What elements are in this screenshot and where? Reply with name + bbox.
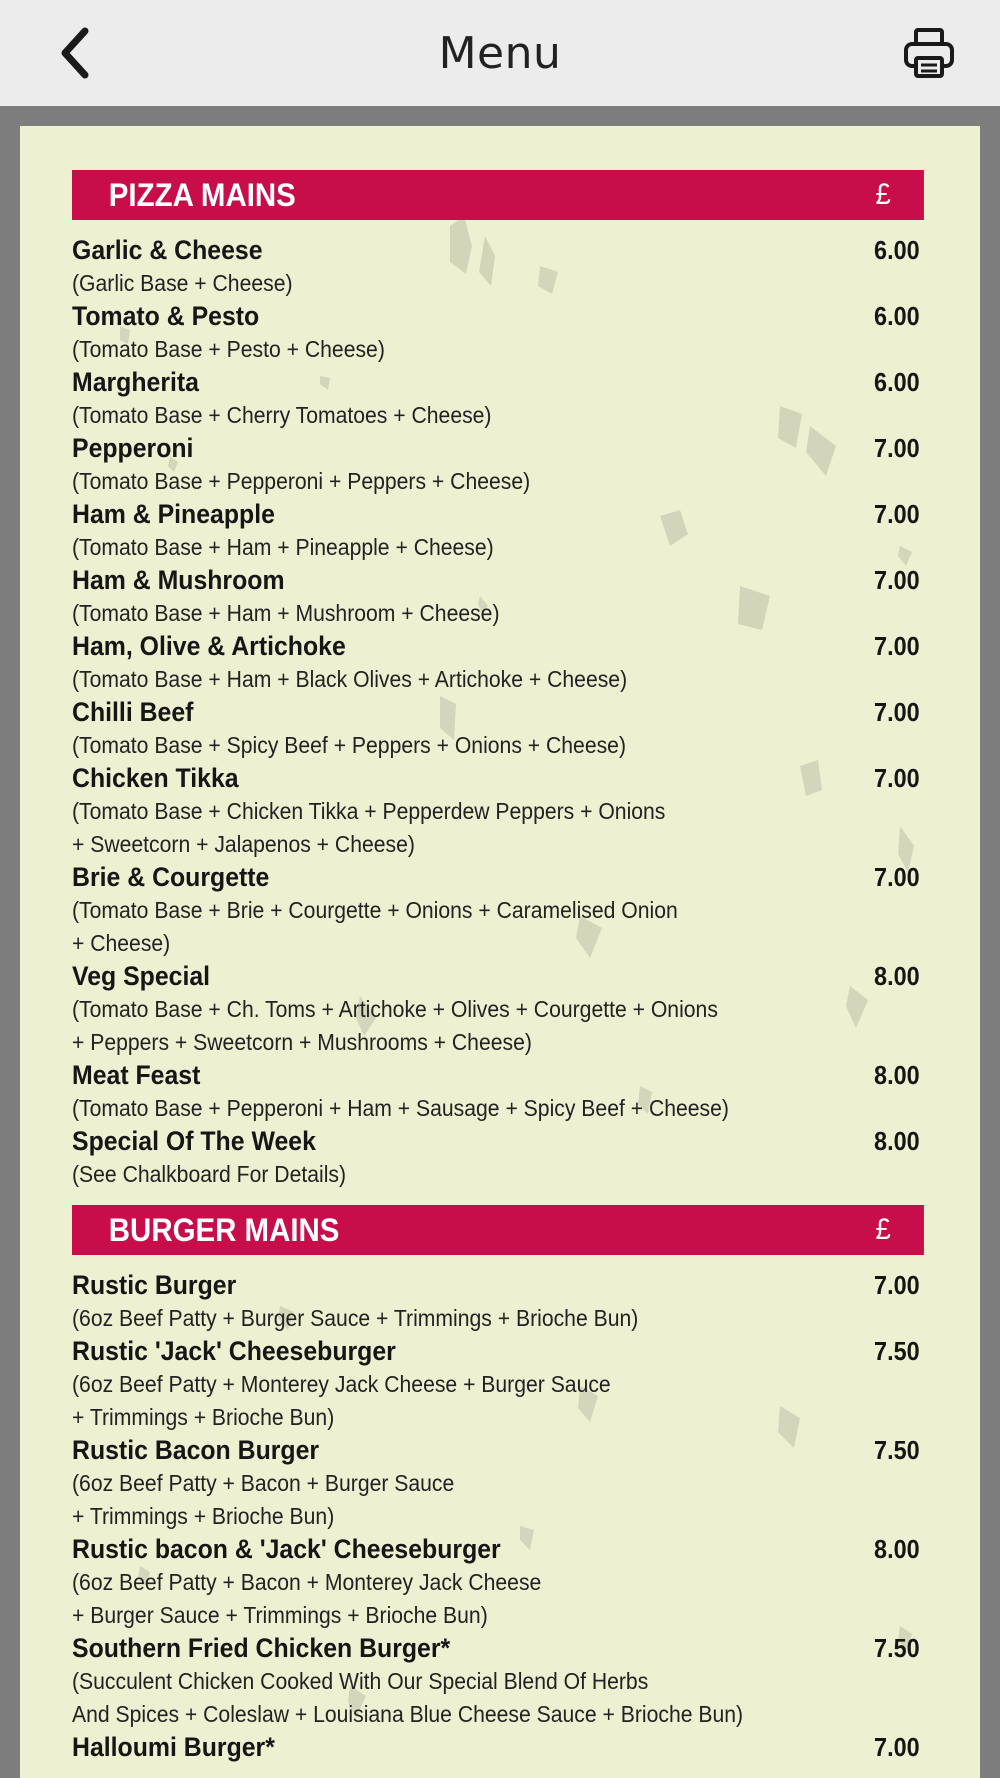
item-description: (6oz Beef Patty + Burger Sauce + Trimmings + Brioche Bun) [72, 1305, 639, 1331]
item-price: 7.00 [874, 1270, 920, 1300]
menu-content [72, 170, 924, 1764]
burger-items [72, 1269, 924, 1764]
pizza-items [72, 234, 924, 1191]
menu-item [72, 762, 924, 861]
item-description: (Tomato Base + Ham + Black Olives + Artichoke + Cheese) [72, 666, 628, 692]
currency-label: £ [875, 178, 891, 211]
item-name: Southern Fried Chicken Burger* [72, 1633, 451, 1663]
item-name: Garlic & Cheese [72, 235, 263, 265]
section-title: BURGER MAINS [108, 1211, 340, 1248]
item-description: (Garlic Base + Cheese) [72, 270, 293, 296]
item-price: 8.00 [874, 1534, 920, 1564]
section-header-pizza [72, 170, 924, 220]
menu-item [72, 564, 924, 630]
menu-item [72, 432, 924, 498]
item-name: Special Of The Week [72, 1126, 316, 1156]
item-name: Veg Special [72, 961, 211, 991]
item-price: 7.00 [874, 565, 920, 595]
item-price: 7.00 [874, 1732, 920, 1762]
item-name: Chilli Beef [72, 697, 194, 727]
menu-item [72, 234, 924, 300]
item-price: 7.50 [874, 1633, 920, 1663]
item-price: 7.50 [874, 1336, 920, 1366]
menu-item [72, 1632, 924, 1731]
item-description: (Succulent Chicken Cooked With Our Special Blend Of Herbs And Spices + Coleslaw + Louisiana Blue Cheese Sauce + Brioche Bun) [72, 1668, 744, 1727]
menu-item [72, 498, 924, 564]
item-name: Ham, Olive & Artichoke [72, 631, 346, 661]
item-description: (Tomato Base + Ham + Pineapple + Cheese) [72, 534, 494, 560]
item-name: Ham & Mushroom [72, 565, 285, 595]
item-price: 8.00 [874, 961, 920, 991]
printer-icon [902, 26, 956, 80]
item-description: (See Chalkboard For Details) [72, 1161, 347, 1187]
item-description: (6oz Beef Patty + Bacon + Burger Sauce + Trimmings + Brioche Bun) [72, 1470, 455, 1529]
menu-item [72, 696, 924, 762]
menu-item [72, 1269, 924, 1335]
item-name: Rustic Burger [72, 1270, 237, 1300]
item-price: 7.50 [874, 1435, 920, 1465]
menu-item [72, 1731, 924, 1764]
item-name: Halloumi Burger* [72, 1732, 275, 1762]
menu-item [72, 1125, 924, 1191]
item-price: 8.00 [874, 1126, 920, 1156]
item-name: Pepperoni [72, 433, 194, 463]
menu-item [72, 366, 924, 432]
item-price: 7.00 [874, 631, 920, 661]
item-name: Meat Feast [72, 1060, 201, 1090]
print-button[interactable] [894, 18, 964, 88]
chevron-left-icon [55, 25, 95, 81]
currency-label: £ [875, 1213, 891, 1246]
page-title: Menu [438, 27, 562, 79]
menu-item [72, 861, 924, 960]
menu-item [72, 1059, 924, 1125]
item-name: Tomato & Pesto [72, 301, 260, 331]
section-title: PIZZA MAINS [108, 176, 296, 213]
item-name: Chicken Tikka [72, 763, 239, 793]
menu-item [72, 300, 924, 366]
item-description: (6oz Beef Patty + Monterey Jack Cheese + Burger Sauce + Trimmings + Brioche Bun) [72, 1371, 611, 1430]
section-header-burger [72, 1205, 924, 1255]
item-name: Brie & Courgette [72, 862, 270, 892]
item-description: (Tomato Base + Spicy Beef + Peppers + Onions + Cheese) [72, 732, 626, 758]
menu-item [72, 630, 924, 696]
item-price: 6.00 [874, 301, 920, 331]
item-description: (Tomato Base + Ch. Toms + Artichoke + Olives + Courgette + Onions + Peppers + Sweetcorn + Mushrooms + Cheese) [72, 996, 718, 1055]
item-description: (Tomato Base + Pepperoni + Peppers + Cheese) [72, 468, 531, 494]
back-button[interactable] [40, 18, 110, 88]
item-price: 8.00 [874, 1060, 920, 1090]
item-price: 7.00 [874, 499, 920, 529]
item-price: 6.00 [874, 367, 920, 397]
item-price: 7.00 [874, 697, 920, 727]
item-price: 6.00 [874, 235, 920, 265]
item-description: (Tomato Base + Ham + Mushroom + Cheese) [72, 600, 500, 626]
app-bar [0, 0, 1000, 106]
item-name: Ham & Pineapple [72, 499, 275, 529]
item-description: (Tomato Base + Chicken Tikka + Pepperdew Peppers + Onions + Sweetcorn + Jalapenos + Cheese) [72, 798, 666, 857]
item-description: (6oz Beef Patty + Bacon + Monterey Jack Cheese + Burger Sauce + Trimmings + Brioche Bun) [72, 1569, 542, 1628]
item-description: (Tomato Base + Pesto + Cheese) [72, 336, 385, 362]
item-price: 7.00 [874, 433, 920, 463]
item-name: Margherita [72, 367, 200, 397]
menu-item [72, 1434, 924, 1533]
item-name: Rustic 'Jack' Cheeseburger [72, 1336, 396, 1366]
item-description: (Tomato Base + Pepperoni + Ham + Sausage + Spicy Beef + Cheese) [72, 1095, 729, 1121]
item-description: (Tomato Base + Brie + Courgette + Onions + Caramelised Onion + Cheese) [72, 897, 678, 956]
menu-item [72, 1335, 924, 1434]
item-name: Rustic bacon & 'Jack' Cheeseburger [72, 1534, 501, 1564]
item-name: Rustic Bacon Burger [72, 1435, 320, 1465]
item-price: 7.00 [874, 763, 920, 793]
item-price: 7.00 [874, 862, 920, 892]
item-description: (Tomato Base + Cherry Tomatoes + Cheese) [72, 402, 492, 428]
menu-item [72, 960, 924, 1059]
menu-item [72, 1533, 924, 1632]
menu-sheet[interactable] [20, 126, 980, 1778]
